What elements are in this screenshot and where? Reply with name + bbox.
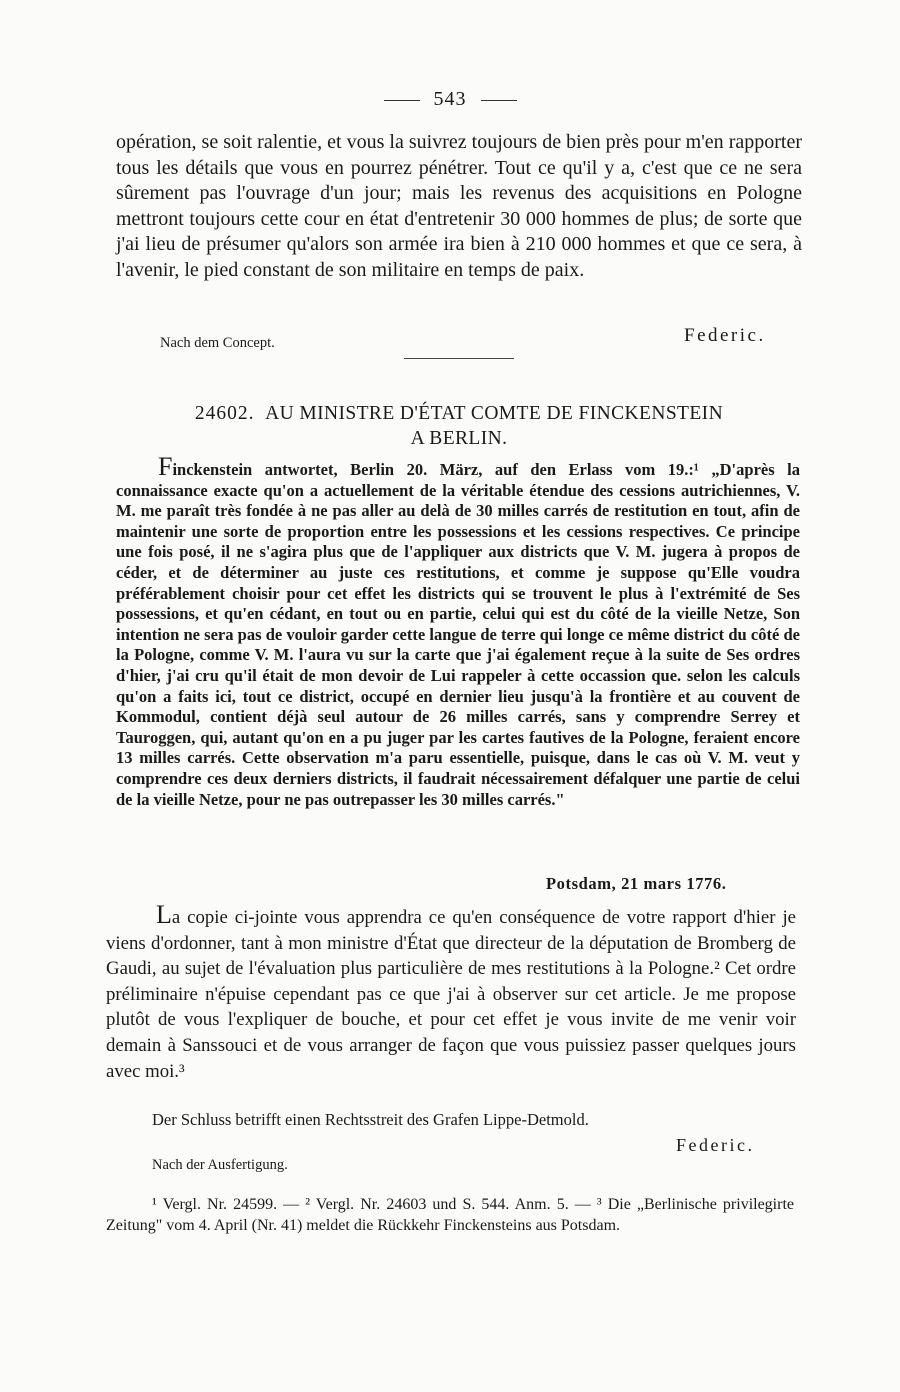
ausfertigung-source-note: Nach der Ausfertigung. [152, 1157, 288, 1173]
letter-drop-letter: L [156, 900, 172, 929]
section-divider [404, 358, 514, 359]
dateline: Potsdam, 21 mars 1776. [546, 874, 727, 893]
entry-heading [116, 401, 802, 451]
first-signature: Federic. [684, 325, 766, 346]
opening-paragraph: opération, se soit ralentie, et vous la suivrez toujours de bien près pour m'en rapporter tous les détails que vous en pourrez pénétrer. Tout ce qu'il y a, c'est que ce ne sera sûrement pas l'ouvrage d'un jour; mais les revenus des acquisitions en Pologne mettront toujours cette cour en état d'entretenir 30 000 hommes de plus; de sorte que j'ai lieu de présumer qu'alors son armée ira bien à 210 000 hommes et que ce sera, à l'avenir, le pied constant de son militaire en temps de paix. [116, 131, 802, 281]
summary-text: inckenstein antwortet, Berlin 20. März, auf den Erlass vom 19.:¹ „D'après la connaissance exacte qu'on a actuellement de la véritable étendue des cessions autrichiennes, V. M. me paraît très fondée à ne pas aller au delà de 30 milles carrés de restitution en tout, afin de maintenir une sorte de proportion entre les possessions et les cessions respectives. Ce principe une fois posé, il ne s'agira plus que de l'appliquer aux districts que V. M. jugera à propos de céder, et de déterminer au juste ces restitutions, et comme je suppose qu'Elle voudra préférablement choisir pour cet effet les districts qui se trouvent le plus à l'extrémité de Ses possessions, et qu'en cédant, en tout ou en partie, celui qui est du côté de la vieille Netze, Son intention ne sera pas de vouloir garder cette langue de terre qui longe ce même district du côté de la Pologne, comme V. M. l'aura vu sur la carte que j'ai également reçue à la suite de Ses ordres d'hier, j'ai cru qu'il était de mon devoir de Lui rappeler à cette occassion que. selon les calculs qu'on a faits ici, tout ce district, occupé en dernier lieu jusqu'à la frontière et au couvent de Kommodul, contient déjà seul autour de 26 milles carrés, sans y comprendre Serrey et Tauroggen, qui, autant qu'on en a pu juger par les cartes fautives de la Pologne, feraient encore 13 milles carrés. Cette observation m'a paru essentielle, puisque, dans le cas où V. M. veut y comprendre ces deux derniers districts, il faudrait nécessairement défalquer une partie de celui de la vieille Netze, pour ne pas outrepasser les 30 milles carrés." [116, 460, 800, 809]
entry-recipient: AU MINISTRE D'ÉTAT COMTE DE FINCKENSTEIN [265, 403, 724, 424]
letter-text: a copie ci-jointe vous apprendra ce qu'en conséquence de votre rapport d'hier je viens d'ordonner, tant à mon ministre d'État que directeur de la députation de Bromberg de Gaudi, au sujet de l'évaluation plus particulière de mes restitutions à la Pologne.² Cet ordre préliminaire n'épuise cependant pas ce que j'ai à observer sur cet article. Je me propose plutôt de vous l'expliquer de bouche, et pour cet effet je vous invite de me venir voir demain à Sanssouci et de vous arranger de façon que vous puissiez passer quelques jours avec moi.³ [106, 907, 796, 1082]
finckenstein-summary [116, 452, 800, 810]
entry-heading-line-1 [116, 401, 802, 426]
entry-number: 24602. [194, 403, 255, 424]
footnotes: ¹ Vergl. Nr. 24599. — ² Vergl. Nr. 24603 und S. 544. Anm. 5. — ³ Die „Berlinische privilegirte Zeitung" vom 4. April (Nr. 41) meldet die Rückkehr Finckensteins aus Potsdam. [106, 1196, 794, 1234]
closing-german-note: Der Schluss betrifft einen Rechtsstreit des Grafen Lippe-Detmold. [152, 1110, 589, 1129]
concept-source-note: Nach dem Concept. [160, 335, 275, 351]
second-signature: Federic. [676, 1135, 755, 1155]
page-number: 543 [433, 88, 467, 110]
entry-heading-line-2: A BERLIN. [410, 428, 508, 449]
summary-drop-letter: F [158, 452, 173, 481]
header-left-dash [384, 100, 420, 101]
header-right-dash [481, 100, 517, 101]
letter-body [106, 902, 796, 1084]
page-header [0, 88, 900, 111]
